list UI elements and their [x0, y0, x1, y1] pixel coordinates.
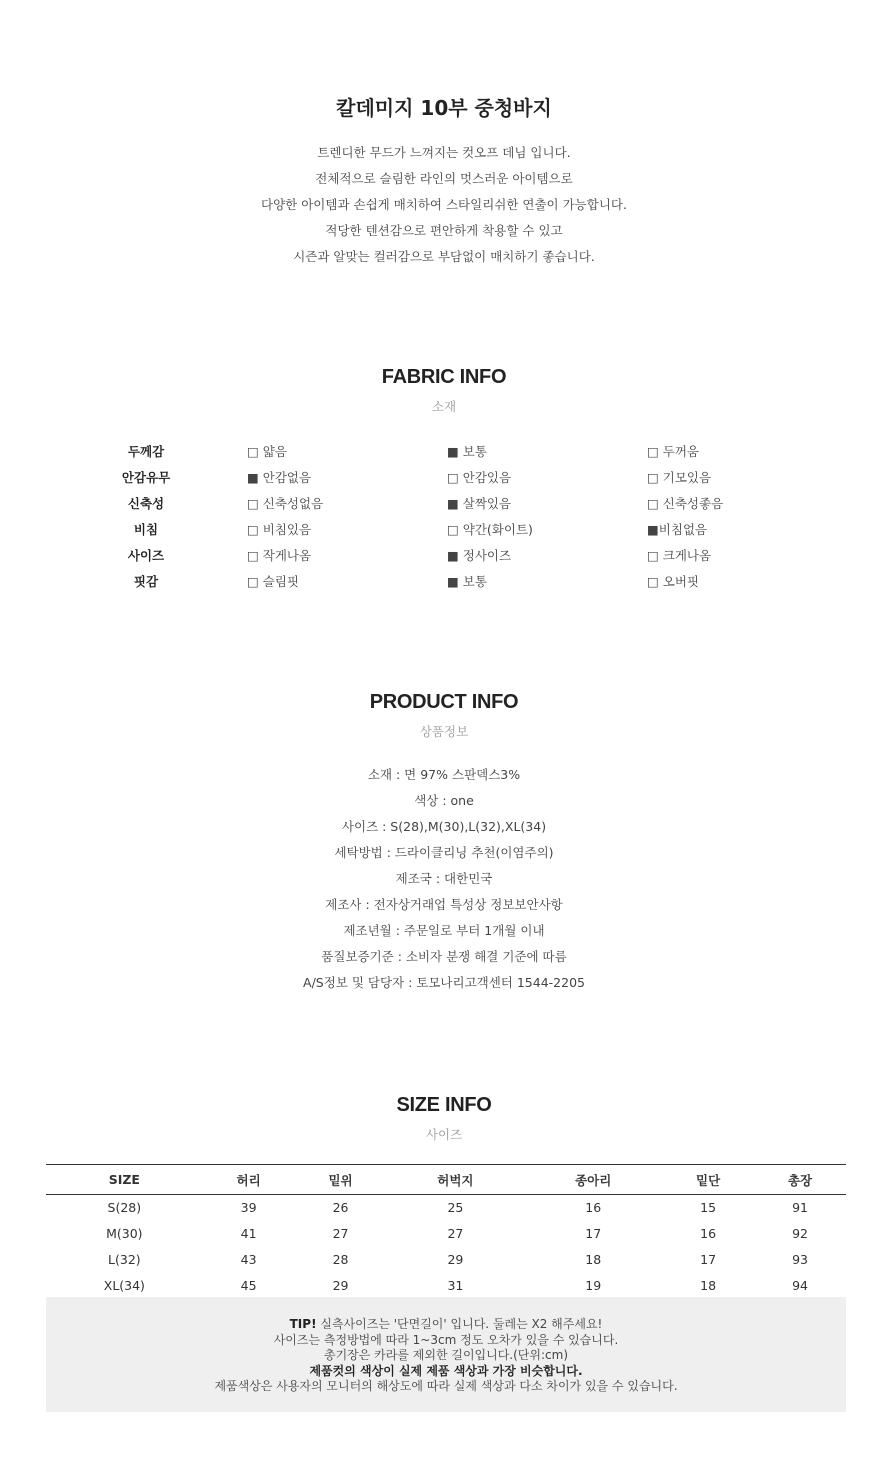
product-info-line: 품질보증기준 : 소비자 분쟁 해결 기준에 따름	[321, 949, 567, 964]
tip-emphasis: 제품컷의 색상이 실제 제품 색상과 가장 비슷합니다.	[309, 1363, 583, 1378]
description-line: 적당한 텐션감으로 편안하게 착용할 수 있고	[325, 223, 563, 238]
size-cell: 18	[700, 1278, 717, 1293]
fabric-option: ■ 보통	[447, 574, 487, 589]
fabric-info-title: FABRIC INFO	[381, 366, 507, 388]
fabric-label: 안감유무	[121, 470, 171, 485]
tip-line	[46, 1317, 846, 1333]
fabric-option: □ 작게나옴	[247, 548, 312, 563]
size-cell: 91	[792, 1200, 808, 1216]
size-col-header: 허리	[203, 1165, 295, 1195]
product-info-list	[0, 762, 888, 996]
description-line: 다양한 아이템과 손쉽게 매치하여 스타일리쉬한 연출이 가능합니다.	[261, 197, 627, 212]
fabric-option: □ 기모있음	[647, 470, 712, 485]
size-cell: 94	[792, 1278, 808, 1293]
size-cell: 27	[332, 1226, 349, 1241]
fabric-option: □ 슬림핏	[247, 574, 300, 589]
size-cell: 17	[700, 1252, 717, 1267]
fabric-option: ■ 보통	[447, 444, 487, 459]
product-info-line: 사이즈 : S(28),M(30),L(32),XL(34)	[341, 819, 547, 834]
size-cell: 92	[792, 1226, 808, 1241]
table-row	[46, 1273, 846, 1299]
size-cell: 93	[792, 1252, 808, 1267]
table-row	[46, 1247, 846, 1273]
size-cell: 43	[240, 1252, 257, 1267]
size-cell: 29	[332, 1278, 349, 1293]
fabric-row-size	[0, 542, 888, 568]
size-col-header: 밑단	[662, 1165, 754, 1195]
size-cell: 39	[240, 1200, 257, 1216]
size-cell: 26	[332, 1200, 349, 1216]
size-cell: 16	[700, 1226, 717, 1241]
size-cell: M(30)	[106, 1226, 143, 1241]
size-cell: XL(34)	[103, 1278, 145, 1293]
fabric-label: 두께감	[127, 444, 165, 459]
product-info-line: 제조사 : 전자상거래업 특성상 정보보안사항	[325, 897, 563, 912]
size-tip-box	[46, 1297, 846, 1412]
product-info-line: A/S정보 및 담당자 : 토모나리고객센터 1544-2205	[303, 975, 585, 990]
size-col-header: SIZE	[46, 1165, 203, 1195]
description-line: 시즌과 알맞는 컬러감으로 부담없이 매치하기 좋습니다.	[293, 249, 595, 264]
size-cell: 16	[585, 1200, 602, 1216]
size-info-title: SIZE INFO	[396, 1094, 492, 1116]
size-cell: 29	[447, 1252, 464, 1267]
size-info-subtitle: 사이즈	[425, 1127, 463, 1142]
fabric-option: □ 신축성좋음	[647, 496, 724, 511]
size-cell: 31	[447, 1278, 464, 1293]
product-title: 칼데미지 10부 중청바지	[336, 96, 552, 120]
fabric-label: 사이즈	[127, 548, 165, 563]
product-info-subtitle: 상품정보	[419, 724, 469, 739]
description-line: 트렌디한 무드가 느껴지는 컷오프 데님 입니다.	[317, 145, 571, 160]
size-cell: 45	[240, 1278, 257, 1293]
size-col-header: 총장	[754, 1165, 846, 1195]
size-table-header	[46, 1165, 846, 1195]
size-cell: 25	[447, 1200, 464, 1216]
size-col-header: 밑위	[295, 1165, 387, 1195]
fabric-row-fit	[0, 568, 888, 594]
size-cell: 15	[700, 1200, 717, 1216]
product-info-line: 소재 : 면 97% 스판덱스3%	[367, 767, 521, 782]
fabric-option: □ 신축성없음	[247, 496, 324, 511]
fabric-info-grid	[0, 438, 888, 594]
product-info-line: 색상 : one	[414, 793, 474, 808]
table-row	[46, 1221, 846, 1247]
tip-line: 총기장은 카라를 제외한 길이입니다.(단위:cm)	[323, 1348, 569, 1362]
tip-text: 실측사이즈는 '단면길이' 입니다. 둘레는 X2 해주세요!	[316, 1317, 603, 1331]
size-col-header: 허벅지	[386, 1165, 524, 1195]
fabric-option: □ 두꺼움	[647, 444, 700, 459]
fabric-option: □ 오버핏	[647, 574, 700, 589]
size-cell: 28	[332, 1252, 349, 1267]
fabric-label: 비침	[133, 522, 159, 537]
fabric-row-thickness	[0, 438, 888, 464]
fabric-row-elasticity	[0, 490, 888, 516]
product-description	[0, 140, 888, 270]
size-cell: S(28)	[107, 1200, 142, 1216]
fabric-option: ■비침없음	[647, 522, 708, 537]
fabric-option: □ 안감있음	[447, 470, 512, 485]
fabric-option: □ 얇음	[247, 444, 287, 459]
fabric-info-subtitle: 소재	[431, 399, 457, 414]
fabric-option: □ 비침있음	[247, 522, 312, 537]
tip-line	[46, 1364, 846, 1380]
tip-label: TIP!	[289, 1317, 317, 1331]
product-info-line: 제조년월 : 주문일로 부터 1개월 이내	[343, 923, 545, 938]
fabric-row-sheerness	[0, 516, 888, 542]
tip-line: 사이즈는 측정방법에 따라 1~3cm 정도 오차가 있을 수 있습니다.	[273, 1332, 619, 1347]
size-cell: 41	[240, 1226, 257, 1241]
fabric-option: □ 약간(화이트)	[447, 522, 533, 537]
table-row	[46, 1195, 846, 1221]
description-line: 전체적으로 슬림한 라인의 멋스러운 아이템으로	[315, 171, 573, 186]
fabric-label: 핏감	[133, 574, 159, 589]
size-cell: 27	[447, 1226, 464, 1241]
size-col-header: 종아리	[524, 1165, 662, 1195]
size-cell: 17	[585, 1226, 602, 1241]
size-cell: L(32)	[108, 1252, 141, 1267]
size-cell: 19	[585, 1278, 602, 1293]
size-table	[46, 1164, 846, 1299]
fabric-option: □ 크게나옴	[647, 548, 712, 563]
fabric-option: ■ 안감없음	[247, 470, 312, 485]
tip-line: 제품색상은 사용자의 모니터의 해상도에 따라 실제 색상과 다소 차이가 있을 수 있습니다.	[214, 1379, 678, 1393]
product-info-line: 세탁방법 : 드라이클리닝 추천(이염주의)	[334, 845, 554, 860]
product-info-line: 제조국 : 대한민국	[395, 871, 493, 886]
product-info-title: PRODUCT INFO	[369, 691, 519, 713]
fabric-label: 신축성	[127, 496, 165, 511]
fabric-option: ■ 정사이즈	[447, 548, 512, 563]
fabric-option: ■ 살짝있음	[447, 496, 512, 511]
fabric-row-lining	[0, 464, 888, 490]
size-cell: 18	[585, 1252, 602, 1267]
